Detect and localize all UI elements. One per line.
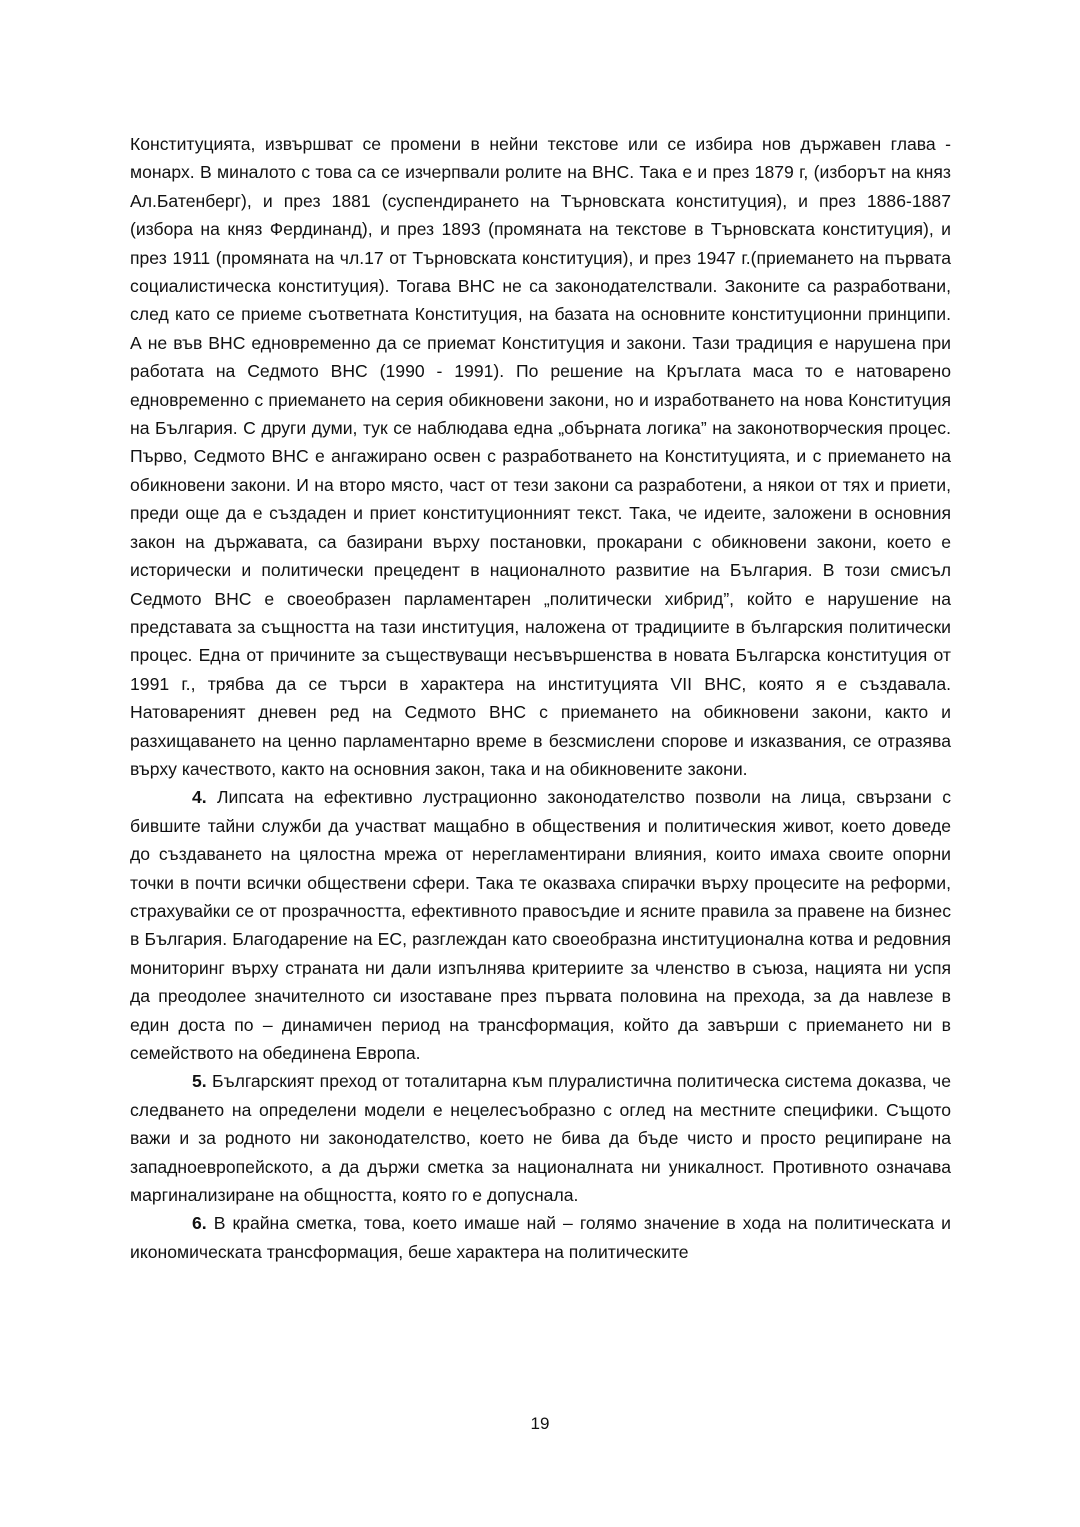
- body-text: [130, 130, 951, 1266]
- paragraph-number: 4.: [192, 787, 207, 808]
- paragraph-5: [130, 1067, 951, 1209]
- page-number: 19: [530, 1414, 550, 1433]
- paragraph-text: Липсата на ефективно лустрационно законодателство позволи на лица, свързани с бившите тайни служби да участват мащабно в обществения и политическия живот, което доведе до създаването на цялостна мрежа от нерегламентирани влияния, които имаха своите опорни точки в почти всички обществени сфери. Така те оказваха спирачки върху процесите на реформи, страхувайки се от прозрачността, ефективното правосъдие и ясните правила за правене на бизнес в България. Благодарение на ЕС, разглеждан като своеобразна институционална котва и редовния мониторинг върху страната ни дали изпълнява критериите за членство в съюза, нацията ни успя да преодолее значителното си изоставане през първата половина на прехода, за да навлезе в един доста по – динамичен период на трансформация, който да завърши с приемането ни в семейството на обединена Европа.: [130, 787, 951, 1063]
- paragraph-text: Българският преход от тоталитарна към плуралистична политическа система доказва, че следването на определени модели е нецелесъобразно с оглед на местните специфики. Същото важи и за родното ни законодателство, което не бива да бъде чисто и просто реципиране на западноевропейското, а да държи сметка за националната ни уникалност. Противното означава маргинализиране на общността, която го е допуснала.: [130, 1071, 951, 1206]
- paragraph-number: 6.: [192, 1213, 207, 1234]
- paragraph-4: [130, 783, 951, 1067]
- paragraph-6: [130, 1209, 951, 1266]
- paragraph-text: В крайна сметка, това, което имаше най – голямо значение в хода на политическата и икономическата трансформация, беше характера на политическите: [130, 1213, 951, 1262]
- paragraph-text: Конституцията, извършват се промени в нейни текстове или се избира нов държавен глава - монарх. В миналото с това са се изчерпвали ролите на ВНС. Така е и през 1879 г, (изборът на княз Ал.Батенберг), и през 1881 (суспендирането на Търновската конституция), и през 1886-1887 (избора на княз Фердинанд), и през 1893 (промяната на текстове в Търновската конституция), и през 1911 (промяната на чл.17 от Търновската конституция), и през 1947 г.(приемането на първата социалистическа конституция). Тогава ВНС не са законодателствали. Законите са разработвани, след като се приеме съответната Конституция, на базата на основните конституционни принципи. А не във ВНС едновременно да се приемат Конституция и закони. Тази традиция е нарушена при работата на Седмото ВНС (1990 - 1991). По решение на Кръглата маса то е натоварено едновременно с приемането на серия обикновени закони, но и изработването на нова Конституция на България. С други думи, тук се наблюдава една „обърната логика” на законотворческия процес. Първо, Седмото ВНС е ангажирано освен с разработването на Конституцията, и с приемането на обикновени закони. И на второ място, част от тези закони са разработени, а някои от тях и приети, преди още да е създаден и приет конституционният текст. Така, че идеите, заложени в основния закон на държавата, са базирани върху постановки, прокарани с обикновени закони, което е исторически и политически прецедент в националното развитие на България. В този смисъл Седмото ВНС е своеобразен парламентарен „политически хибрид”, който е нарушение на представата за същността на тази институция, наложена от традициите в българския политически процес. Една от причините за съществуващи несъвършенства в новата Българска конституция от 1991 г., трябва да се търси в характера на институцията VII ВНС, която я е създавала. Натовареният дневен ред на Седмото ВНС с приемането на обикновени закони, както и разхищаването на ценно парламентарно време в безсмислени спорове и изказвания, се отразява върху качеството, както на основния закон, така и на обикновените закони.: [130, 134, 951, 779]
- paragraph-continuation: [130, 130, 951, 783]
- paragraph-number: 5.: [192, 1071, 207, 1092]
